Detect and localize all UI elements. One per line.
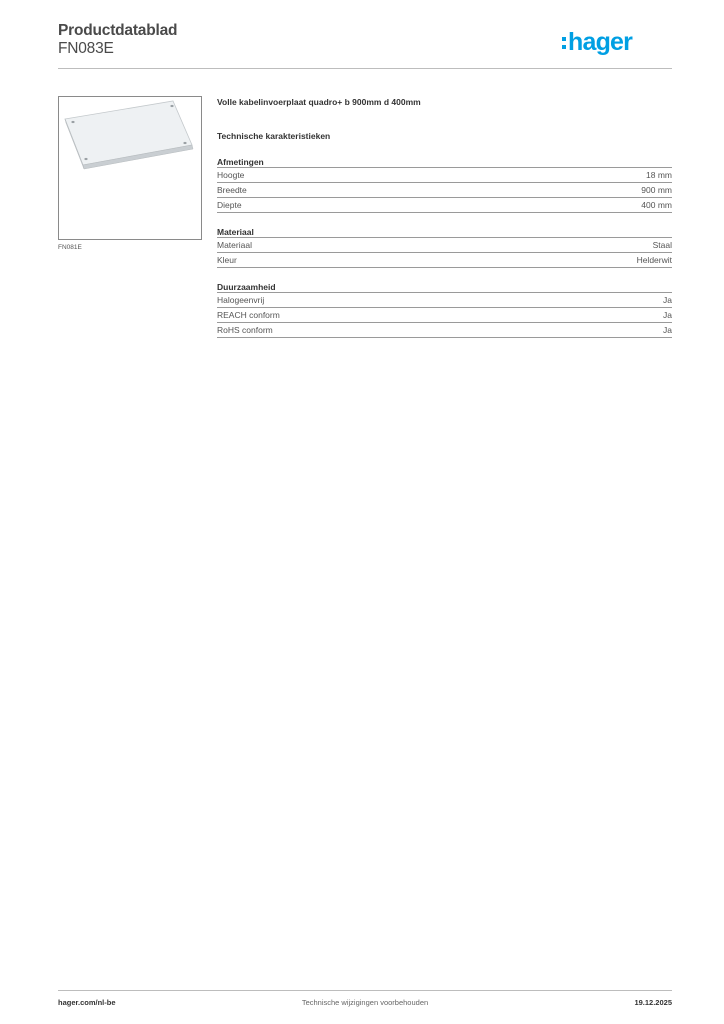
spec-label: Hoogte xyxy=(217,170,245,180)
spec-label: Breedte xyxy=(217,185,247,195)
spec-value: Ja xyxy=(663,295,672,305)
section-sustainability xyxy=(217,281,672,338)
technical-characteristics-heading: Technische karakteristieken xyxy=(217,131,331,141)
spec-label: Kleur xyxy=(217,255,237,265)
spec-value: 900 mm xyxy=(641,185,672,195)
spec-label: Halogeenvrij xyxy=(217,295,265,305)
product-code: FN083E xyxy=(58,40,114,57)
image-caption: FN081E xyxy=(58,244,82,251)
product-name: Volle kabelinvoerplaat quadro+ b 900mm d 400mm xyxy=(217,97,421,107)
spec-value: 400 mm xyxy=(641,200,672,210)
spec-row xyxy=(217,253,672,268)
document-title: Productdatablad xyxy=(58,22,178,39)
spec-row xyxy=(217,308,672,323)
hager-logo-text: hager xyxy=(568,28,633,56)
spec-row xyxy=(217,198,672,213)
section-title: Materiaal xyxy=(217,226,672,238)
spec-label: RoHS conform xyxy=(217,325,273,335)
page-header xyxy=(58,22,672,68)
spec-row xyxy=(217,323,672,338)
footer-website-link[interactable]: hager.com/nl-be xyxy=(58,998,116,1007)
spec-value: Helderwit xyxy=(636,255,672,265)
spec-value: Ja xyxy=(663,325,672,335)
spec-row xyxy=(217,238,672,253)
page-footer xyxy=(58,998,672,1010)
section-material xyxy=(217,226,672,268)
cable-entry-plate-illustration xyxy=(59,97,201,239)
spec-value: 18 mm xyxy=(646,170,672,180)
spec-row xyxy=(217,293,672,308)
spec-value: Ja xyxy=(663,310,672,320)
footer-divider xyxy=(58,990,672,991)
section-dimensions xyxy=(217,156,672,213)
spec-label: Materiaal xyxy=(217,240,252,250)
hager-logo-mark xyxy=(562,28,654,58)
spec-row xyxy=(217,183,672,198)
product-details xyxy=(217,96,672,338)
spec-label: REACH conform xyxy=(217,310,280,320)
hager-logo xyxy=(562,28,654,58)
footer-disclaimer: Technische wijzigingen voorbehouden xyxy=(301,998,429,1007)
spec-value: Staal xyxy=(652,240,672,250)
section-title: Duurzaamheid xyxy=(217,281,672,293)
section-title: Afmetingen xyxy=(217,156,672,168)
spec-row xyxy=(217,168,672,183)
footer-date: 19.12.2025 xyxy=(634,998,672,1007)
product-image xyxy=(58,96,202,240)
header-divider xyxy=(58,68,672,69)
spec-label: Diepte xyxy=(217,200,242,210)
